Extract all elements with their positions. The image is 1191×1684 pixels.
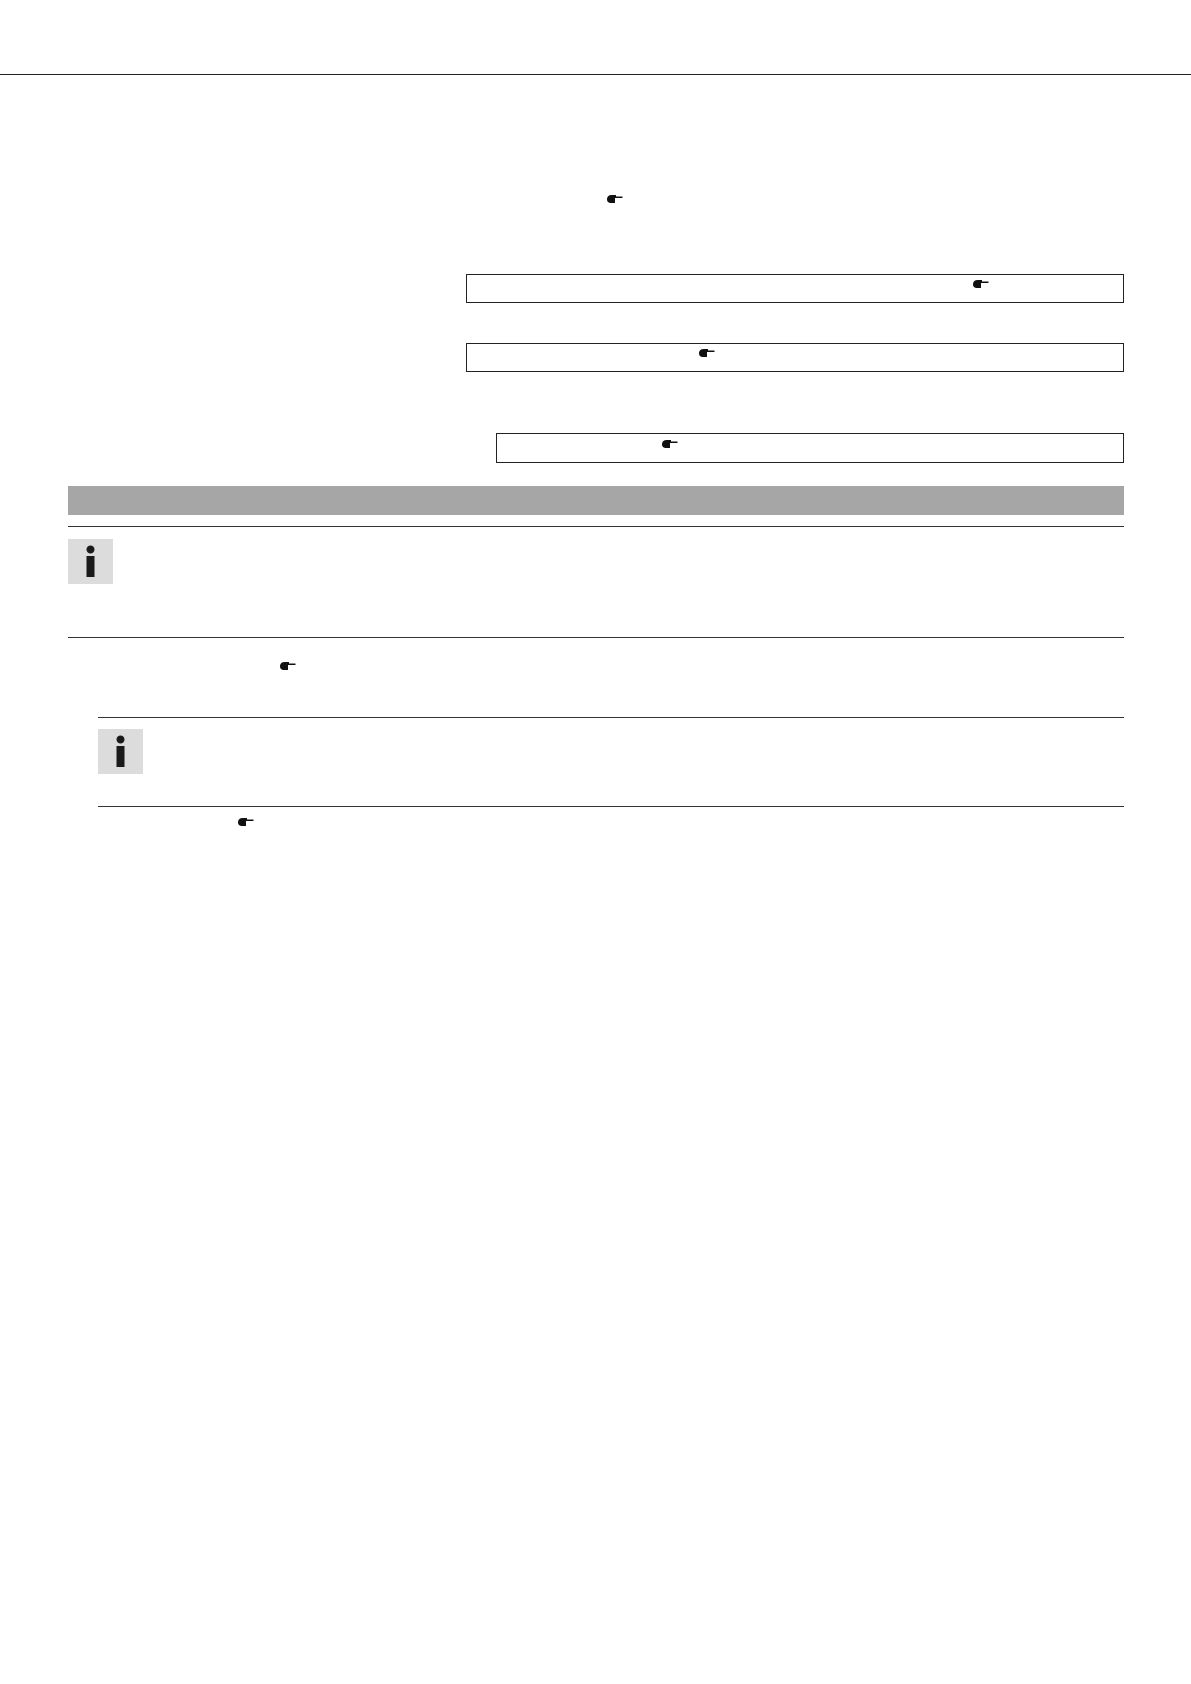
info-icon [68, 539, 113, 584]
reference-box [466, 274, 1124, 303]
note-top-rule [68, 526, 1124, 527]
section-heading-bar [68, 486, 1124, 515]
pointing-hand-icon [280, 661, 296, 671]
header-rule [0, 74, 1191, 75]
pointing-hand-icon [973, 279, 989, 289]
pointing-hand-icon [607, 194, 623, 204]
note-bottom-rule [98, 806, 1124, 807]
pointing-hand-icon [238, 817, 254, 827]
note-top-rule [98, 717, 1124, 718]
reference-box [466, 343, 1124, 372]
pointing-hand-icon [662, 439, 678, 449]
reference-box [496, 433, 1124, 463]
note-bottom-rule [68, 637, 1124, 638]
pointing-hand-icon [699, 348, 715, 358]
info-icon [98, 729, 143, 774]
